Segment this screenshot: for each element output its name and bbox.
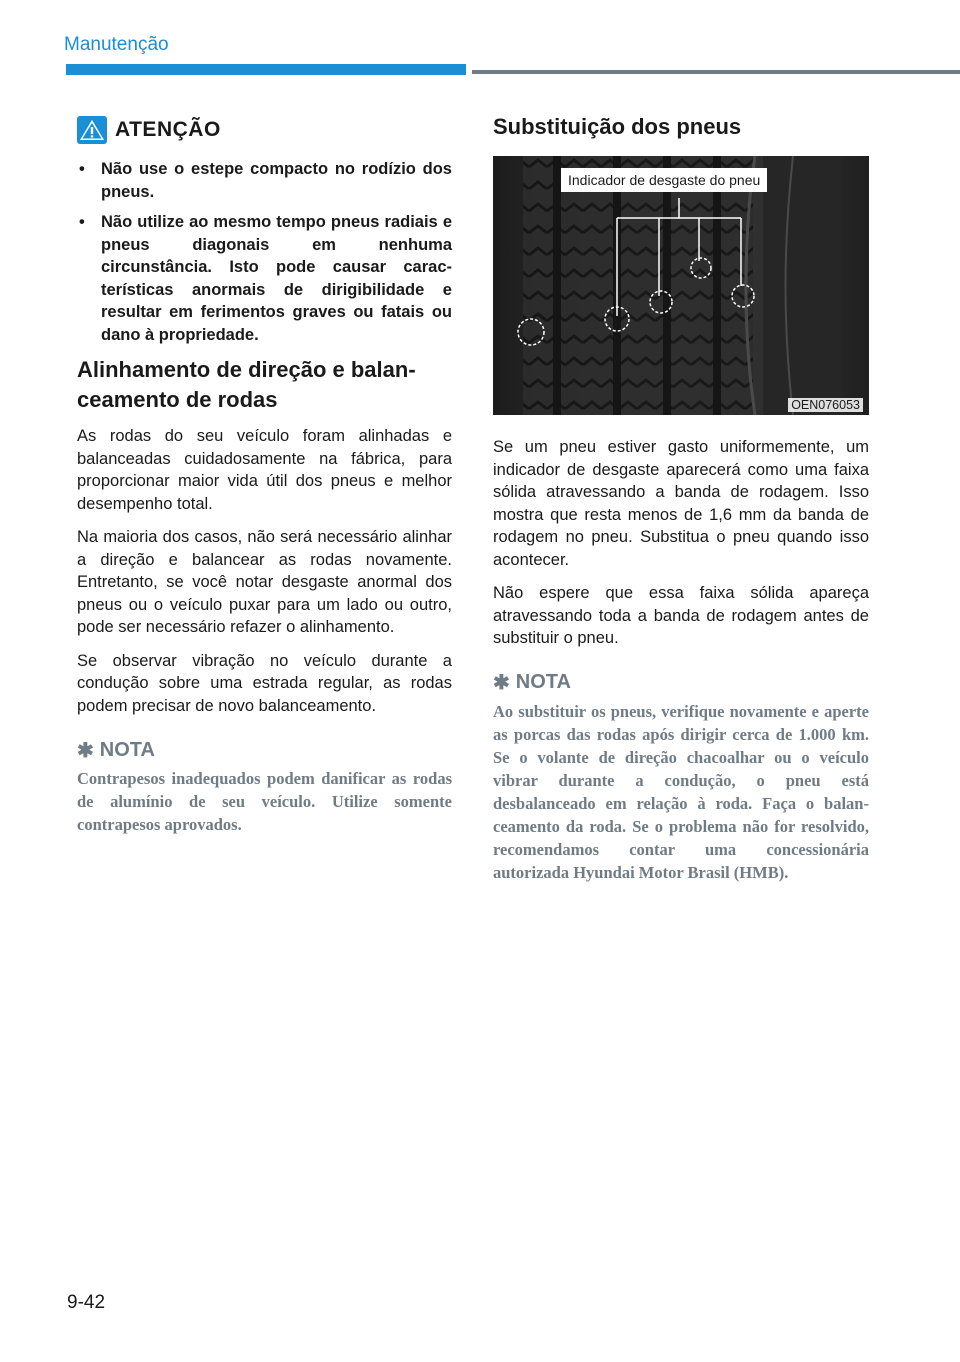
alignment-title: Alinhamento de direção e balanceamento de rodas [77,357,416,412]
warning-bullet-text: Não utilize ao mesmo tempo pneus radiais e pneus diagonais em nenhuma circunstância. Isto pode causar características anormais de dirigibilidade e resultar em ferimentos graves ou fatais ou dano à propriedade. [101,213,452,344]
warning-bullet [77,158,452,203]
warning-heading [77,114,221,146]
warning-bullet [77,211,452,346]
warning-bullets [77,158,452,354]
wear-indicator-callout: Indicador de desgaste do pneu [561,168,767,192]
alignment-note-heading [77,735,452,765]
replacement-paragraph: Não espere que essa faixa sólida apareça atravessando toda a banda de rodagem antes de substituir o pneu. [493,584,869,647]
figure-code: OEN076053 [788,398,863,412]
replacement-paragraph: Se um pneu estiver gasto uniformemente, um indicador de desgaste aparecerá como uma faixa sólida atravessando a banda de rodagem. Isso mostra que resta menos de 1,6 mm da banda de rodagem no pneu. Substitua o pneu quando isso acontecer. [493,438,869,569]
warning-bullet-text: Não use o estepe compacto no rodízio dos pneus. [101,160,452,201]
alignment-note-label: NOTA [99,738,155,761]
tire-wear-figure [493,156,869,415]
replacement-title: Substituição dos pneus [493,114,742,139]
alignment-note-text: Contrapesos inadequados podem danificar as rodas de alumínio de seu veículo. Utilize somente contrapesos aprovados. [77,769,452,834]
bullet-dot: • [79,160,85,178]
replacement-body [493,436,869,884]
alignment-paragraph: As rodas do seu veículo foram alinhadas e balanceadas cuidadosamente na fábrica, para proporcionar maior vida útil dos pneus e melhor desempenho total. [77,427,452,513]
header-rule-gray [472,70,960,74]
section-title: Manutenção [64,34,169,55]
alignment-paragraph: Na maioria dos casos, não será necessário alinhar a direção e balancear as rodas novamente. Entretanto, se você notar desgaste anormal dos pneus ou o veículo puxar para um lado ou outro, pode ser necessário refazer o alinhamento. [77,528,452,636]
note-star-icon: ✱ [77,739,94,762]
warning-triangle-icon [77,116,107,144]
replacement-note-text: Ao substituir os pneus, verifique novamente e aperte as porcas das rodas após dirigir cerca de 1.000 km. Se o volante de direção chacoalhar ou o veículo vibrar durante a condução, o pneu está desbalanceado em relação à roda. Faça o balanceamento da roda. Se o problema não for resolvido, recomendamos contar uma concessionária autorizada Hyundai Motor Brasil (HMB). [493,701,869,882]
note-star-icon: ✱ [493,672,510,694]
replacement-note-heading [493,668,869,698]
alignment-paragraph: Se observar vibração no veículo durante a condução sobre uma estrada regular, as rodas podem precisar de novo balanceamento. [77,651,452,715]
replacement-note-label: NOTA [515,671,571,693]
bullet-dot: • [79,213,85,231]
tire-tread-image [493,156,869,415]
alignment-section [77,355,452,836]
page-number: 9-42 [67,1292,106,1313]
header-rule-blue [66,64,466,75]
warning-title: ATENÇÃO [115,118,221,141]
